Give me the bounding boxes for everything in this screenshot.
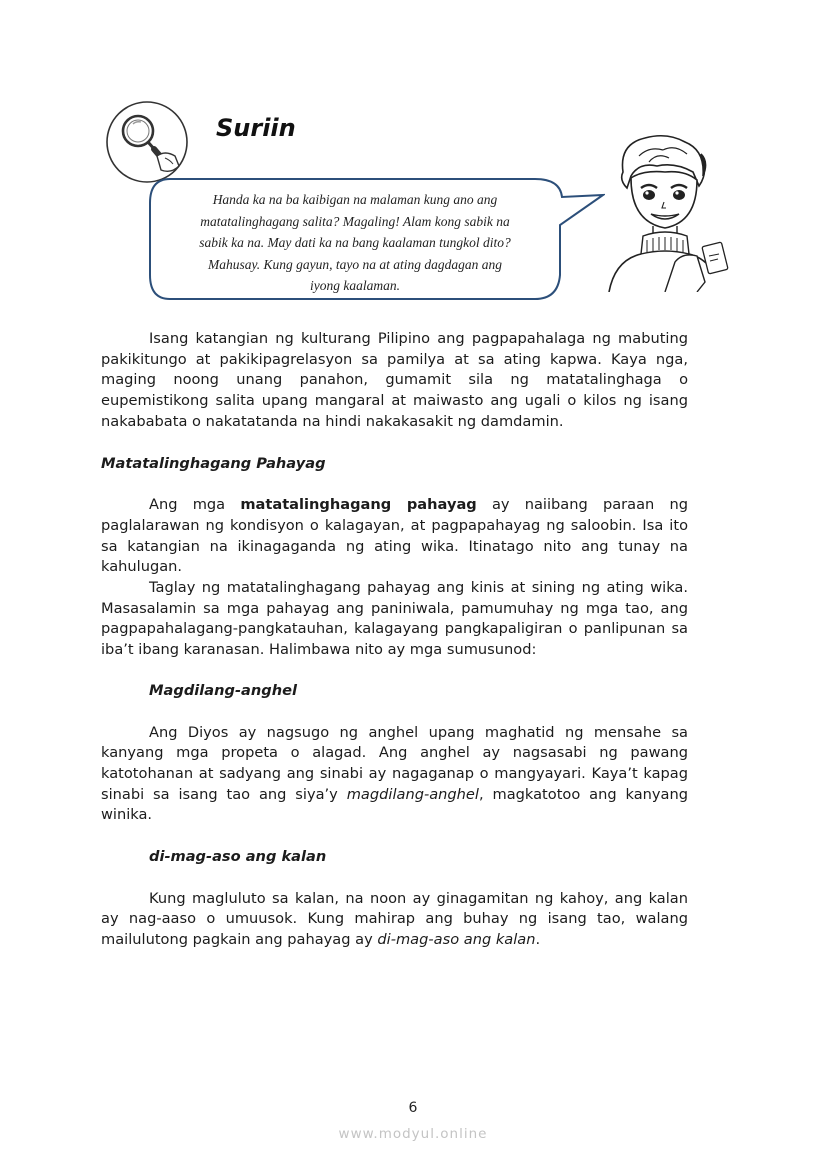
definition-paragraph [101,495,688,578]
taglay-paragraph: Taglay ng matatalinghagang pahayag ang kinis at sining ng ating wika. Masasalamin sa mga pahayag ang paniniwala, pamumuhay ng mga tao, ang pagpapahalagang-pangkatauhan, kalagayang pangkapaligiran o panlipunan sa iba’t ibang karanasan. Halimbawa nito ay mga sumusunod: [101,579,688,659]
student-mascot-illustration [605,132,733,292]
example-text: Ang Diyos ay nagsugo ng anghel upang maghatid ng mensahe sa kanyang mga propeta o alagad. Ang anghel ay nagsasabi ng pawang katotohanan at sadyang ang sinabi ay nagaganap o mangyayari. Kaya’t kapag sinabi sa isang tao ang siya’y [101,723,688,803]
example-italic-phrase: magdilang-anghel [346,785,479,803]
example-term: Magdilang-anghel [149,681,297,699]
example-text: Kung magluluto sa kalan, na noon ay ginagamitan ng kahoy, ang kalan ay nag-aaso o umuusok. Kung mahirap ang buhay ng isang tao, walang mailulutong pagkain ang pahayag ay [101,889,688,949]
definition-prefix: Ang mga [149,496,241,514]
example-text-end: , magkatotoo ang kanyang winika. [101,785,688,824]
subheading: Matatalinghagang Pahayag [101,454,326,472]
page-number: 6 [408,1100,418,1116]
intro-paragraph: Isang katangian ng kulturang Pilipino ang pagpapahalaga ng mabuting pakikitungo at pakikipagrelasyon sa pamilya at sa ating kapwa. Kaya nga, maging noong unang panahon, gumamit sila ng matatalinghaga o eupemistikong salita upang mangaral at maiwasto ang ugali o kilos ng isang nakababata o nakatatanda na hindi nakakasakit ng damdamin. [101,330,688,430]
bubble-line: sabik ka na. May dati ka na bang kaalaman tungkol dito? [199,235,511,250]
example-italic-phrase: di-mag-aso ang kalan [377,931,536,949]
speech-bubble-text [170,189,540,297]
watermark: www.modyul.online [338,1126,488,1142]
lesson-content [101,329,688,951]
example-paragraph [101,889,688,951]
example-term: di-mag-aso ang kalan [149,848,327,866]
definition-term: matatalinghagang pahayag [240,496,477,514]
example-text-end: . [535,931,541,949]
magnifying-glass-icon [105,100,189,184]
definition-suffix: ay naiibang paraan ng paglalarawan ng kondisyon o kalagayan, at pagpapahayag ng saloobin. Isa ito sa katangian na ikinagaganda ng ating wika. Itinatago nito ang tunay na kahulugan. [101,496,688,576]
section-title: Suriin [216,114,296,142]
example-paragraph [101,723,688,827]
bubble-line: Handa ka na ba kaibigan na malaman kung ano ang [212,192,498,207]
bubble-line: iyong kaalaman. [310,278,400,293]
bubble-line: Mahusay. Kung gayun, tayo na at ating dagdagan ang [208,256,502,272]
bubble-line: matatalinghagang salita? Magaling! Alam kong sabik na [200,213,510,229]
